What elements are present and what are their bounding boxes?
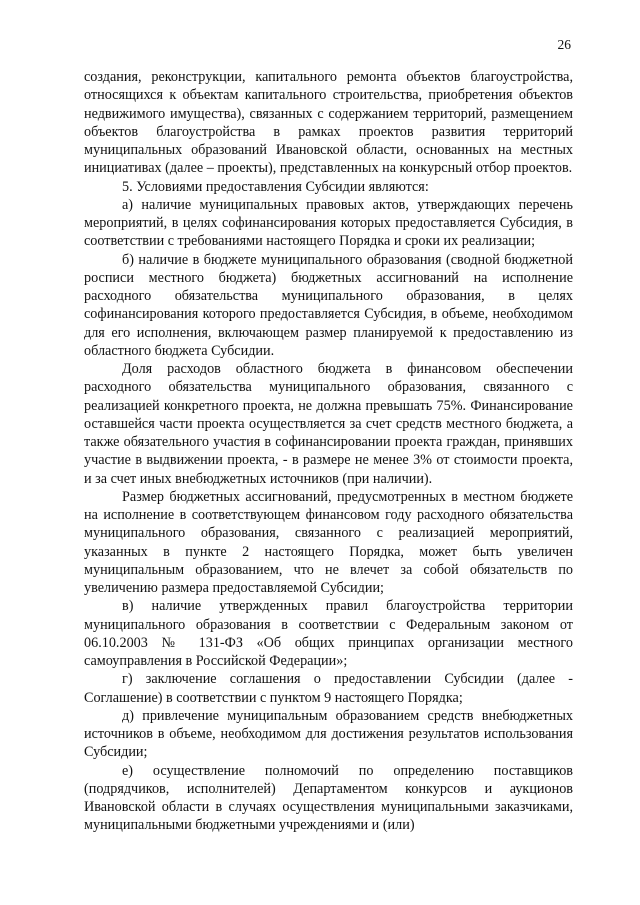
paragraph-item-d: д) привлечение муниципальным образованием средств внебюджетных источников в объеме, необходимом для достижения результатов использования Субсидии;	[84, 707, 573, 761]
paragraph-budget-allocations: Размер бюджетных ассигнований, предусмотренных в местном бюджете на исполнение в соответствующем финансовом году расходного обязательства муниципального образования, связанного с реализацией мероприятий, указанных в пункте 2 настоящего Порядка, может быть увеличен муниципальным образованием, что не влечет за собой обязательств по увеличению размера предоставляемой Субсидии;	[84, 488, 573, 596]
page-number: 26	[557, 37, 571, 52]
paragraph-item-e: е) осуществление полномочий по определению поставщиков (подрядчиков, исполнителей) Департаментом конкурсов и аукционов Ивановской области в случаях осуществления муниципальными заказчиками, муниципальными бюджетными учреждениями и (или)	[84, 762, 573, 834]
paragraph-budget-share: Доля расходов областного бюджета в финансовом обеспечении расходного обязательства муниципального образования, связанного с реализацией конкретного проекта, не должна превышать 75%. Финансирование оставшейся части проекта осуществляется за счет средств местного бюджета, а также обязательного участия в софинансировании проекта граждан, принявших участие в выдвижении проекта, - в размере не менее 3% от стоимости проекта, и за счет иных внебюджетных источников (при наличии).	[84, 361, 573, 487]
paragraph-item-b: б) наличие в бюджете муниципального образования (сводной бюджетной росписи местного бюджета) бюджетных ассигнований на исполнение расходного обязательства муниципального образования, в целях софинансирования которого предоставляется Субсидия, в объеме, необходимом для его исполнения, включающем размер планируемой к предоставлению из областного бюджета Субсидии.	[84, 251, 573, 359]
document-body	[84, 68, 573, 835]
paragraph-item-a: а) наличие муниципальных правовых актов, утверждающих перечень мероприятий, в целях софинансирования которых предоставляется Субсидия, в соответствии с требованиями настоящего Порядка и сроки их реализации;	[84, 196, 573, 250]
paragraph-subsidy-conditions: 5. Условиями предоставления Субсидии являются:	[122, 178, 429, 195]
paragraph-item-g: г) заключение соглашения о предоставлении Субсидии (далее - Соглашение) в соответствии с пунктом 9 настоящего Порядка;	[84, 671, 573, 706]
paragraph-continuation: создания, реконструкции, капитального ремонта объектов благоустройства, относящихся к объектам капитального строительства, приобретения объектов недвижимого имущества), связанных с содержанием территорий, размещением объектов благоустройства в рамках проектов развития территорий муниципальных образований Ивановской области, основанных на местных инициативах (далее – проекты), представленных на конкурсный отбор проектов.	[84, 69, 573, 177]
paragraph-item-v: в) наличие утвержденных правил благоустройства территории муниципального образования в соответствии с Федеральным законом от 06.10.2003 № 131-ФЗ «Об общих принципах организации местного самоуправления в Российской Федерации»;	[84, 598, 573, 669]
